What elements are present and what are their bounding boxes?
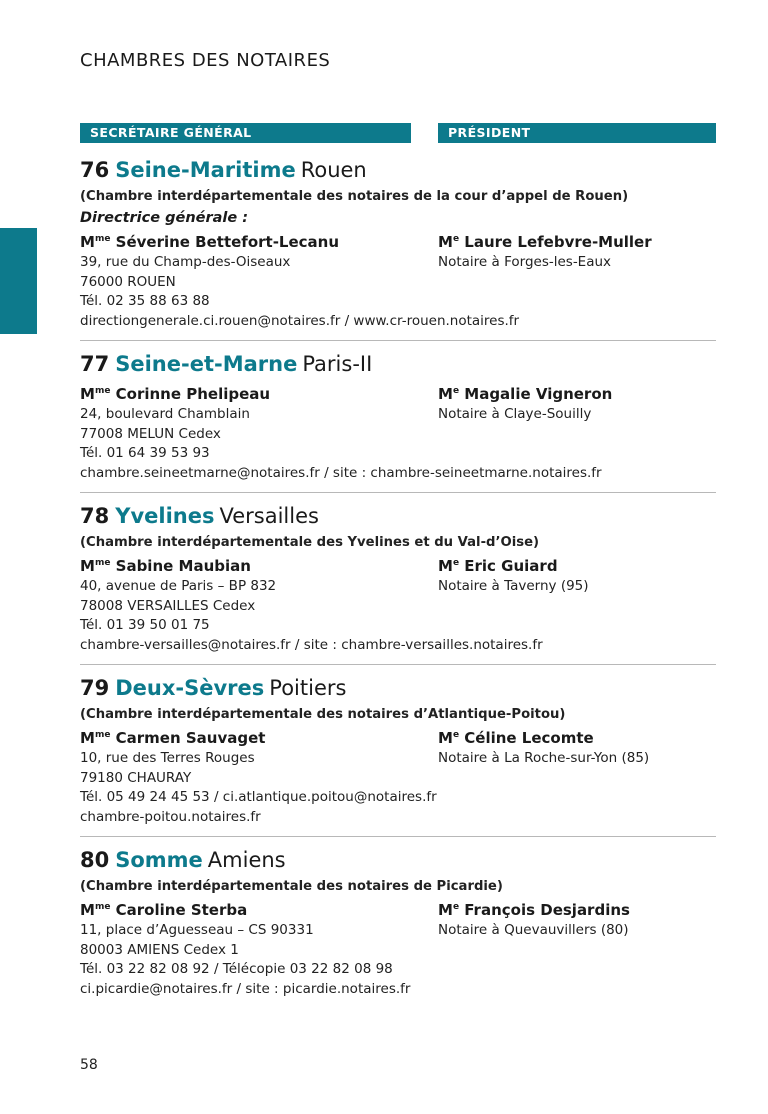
department-name: Somme bbox=[115, 848, 203, 872]
president-name: Me Eric Guiard bbox=[438, 557, 558, 575]
president-name: Me Céline Lecomte bbox=[438, 729, 594, 747]
phone-line: Tél. 01 64 39 53 93 bbox=[80, 445, 210, 461]
secretary-block bbox=[80, 381, 438, 464]
department-name: Yvelines bbox=[115, 504, 215, 528]
president-block bbox=[438, 381, 716, 464]
department-number: 78 bbox=[80, 504, 110, 528]
president-location: Notaire à Claye-Souilly bbox=[438, 406, 592, 422]
president-location: Notaire à Quevauvillers (80) bbox=[438, 922, 629, 938]
address-line: 40, avenue de Paris – BP 832 bbox=[80, 578, 277, 594]
president-name: Me Laure Lefebvre-Muller bbox=[438, 233, 652, 251]
department-number: 77 bbox=[80, 352, 110, 376]
secretary-name: $M^{me}$ Carmen Sauvaget bbox=[80, 729, 266, 747]
address-line: 76000 ROUEN bbox=[80, 273, 176, 290]
contact-line: directiongenerale.ci.rouen@notaires.fr / www.cr-rouen.notaires.fr bbox=[80, 312, 520, 329]
secretary-name: $M^{me}$ Caroline Sterba bbox=[80, 901, 248, 919]
address-line: 80003 AMIENS Cedex 1 bbox=[80, 941, 239, 958]
president-location: Notaire à Taverny (95) bbox=[438, 578, 589, 594]
column-header-president: PRÉSIDENT bbox=[438, 123, 716, 143]
chamber-heading bbox=[80, 157, 716, 184]
address-line: 11, place d’Aguesseau – CS 90331 bbox=[80, 922, 314, 938]
chamber-heading bbox=[80, 675, 716, 702]
chamber-subtitle: (Chambre interdépartementale des notaires de la cour d’appel de Rouen) bbox=[80, 189, 629, 204]
contact-line: ci.picardie@notaires.fr / site : picardie.notaires.fr bbox=[80, 980, 411, 997]
department-name: Deux-Sèvres bbox=[115, 676, 265, 700]
chamber-entry-80 bbox=[80, 836, 716, 999]
address-line: 78008 VERSAILLES Cedex bbox=[80, 597, 256, 614]
page-title: CHAMBRES DES NOTAIRES bbox=[80, 50, 331, 71]
president-name: Me Magalie Vigneron bbox=[438, 385, 613, 403]
secretary-block bbox=[80, 229, 438, 312]
side-tab-marker bbox=[0, 228, 37, 334]
secretary-block bbox=[80, 897, 438, 980]
chamber-subtitle: (Chambre interdépartementale des Yvelines et du Val-d’Oise) bbox=[80, 535, 540, 550]
chamber-subtitle: (Chambre interdépartementale des notaires de Picardie) bbox=[80, 879, 503, 894]
page-number: 58 bbox=[80, 1057, 98, 1073]
chamber-subtitle: (Chambre interdépartementale des notaires d’Atlantique-Poitou) bbox=[80, 707, 566, 722]
chamber-heading bbox=[80, 503, 716, 530]
court-city: Poitiers bbox=[269, 676, 347, 700]
president-location: Notaire à La Roche-sur-Yon (85) bbox=[438, 750, 650, 766]
address-line: 24, boulevard Chamblain bbox=[80, 406, 250, 422]
president-block bbox=[438, 229, 716, 312]
president-block bbox=[438, 897, 716, 980]
department-name: Seine-et-Marne bbox=[115, 352, 298, 376]
secretary-block bbox=[80, 553, 438, 636]
court-city: Rouen bbox=[300, 158, 367, 182]
court-city: Versailles bbox=[219, 504, 319, 528]
secretary-name: $M^{me}$ Sabine Maubian bbox=[80, 557, 251, 575]
court-city: Paris-II bbox=[302, 352, 373, 376]
chamber-entry-76 bbox=[80, 151, 716, 331]
address-line: 10, rue des Terres Rouges bbox=[80, 750, 255, 766]
president-location: Notaire à Forges-les-Eaux bbox=[438, 254, 612, 270]
role-label: Directrice générale : bbox=[80, 210, 249, 226]
department-number: 80 bbox=[80, 848, 110, 872]
phone-line: Tél. 01 39 50 01 75 bbox=[80, 617, 210, 633]
contact-line: chambre-versailles@notaires.fr / site : chambre-versailles.notaires.fr bbox=[80, 636, 543, 653]
chamber-entry-79 bbox=[80, 664, 716, 827]
address-line: 39, rue du Champ-des-Oiseaux bbox=[80, 254, 291, 270]
secretary-name: $M^{me}$ Corinne Phelipeau bbox=[80, 385, 271, 403]
secretary-name: $M^{me}$ Séverine Bettefort-Lecanu bbox=[80, 233, 340, 251]
phone-line: Tél. 03 22 82 08 92 / Télécopie 03 22 82 08 98 bbox=[80, 961, 393, 977]
president-block bbox=[438, 725, 716, 788]
address-line: 79180 CHAURAY bbox=[80, 769, 192, 786]
website-line: chambre-poitou.notaires.fr bbox=[80, 808, 261, 825]
chamber-entry-77 bbox=[80, 340, 716, 483]
contact-line: chambre.seineetmarne@notaires.fr / site : chambre-seineetmarne.notaires.fr bbox=[80, 464, 602, 481]
chamber-heading bbox=[80, 351, 716, 378]
president-name: Me François Desjardins bbox=[438, 901, 630, 919]
chamber-list bbox=[80, 151, 716, 999]
phone-line: Tél. 02 35 88 63 88 bbox=[80, 293, 210, 309]
contact-line: Tél. 05 49 24 45 53 / ci.atlantique.poitou@notaires.fr bbox=[80, 789, 437, 805]
secretary-block bbox=[80, 725, 438, 788]
column-header-secretary: SECRÉTAIRE GÉNÉRAL bbox=[80, 123, 411, 143]
court-city: Amiens bbox=[207, 848, 286, 872]
department-number: 76 bbox=[80, 158, 110, 182]
chamber-heading bbox=[80, 847, 716, 874]
president-block bbox=[438, 553, 716, 636]
department-name: Seine-Maritime bbox=[115, 158, 296, 182]
address-line: 77008 MELUN Cedex bbox=[80, 425, 221, 442]
chamber-entry-78 bbox=[80, 492, 716, 655]
department-number: 79 bbox=[80, 676, 110, 700]
